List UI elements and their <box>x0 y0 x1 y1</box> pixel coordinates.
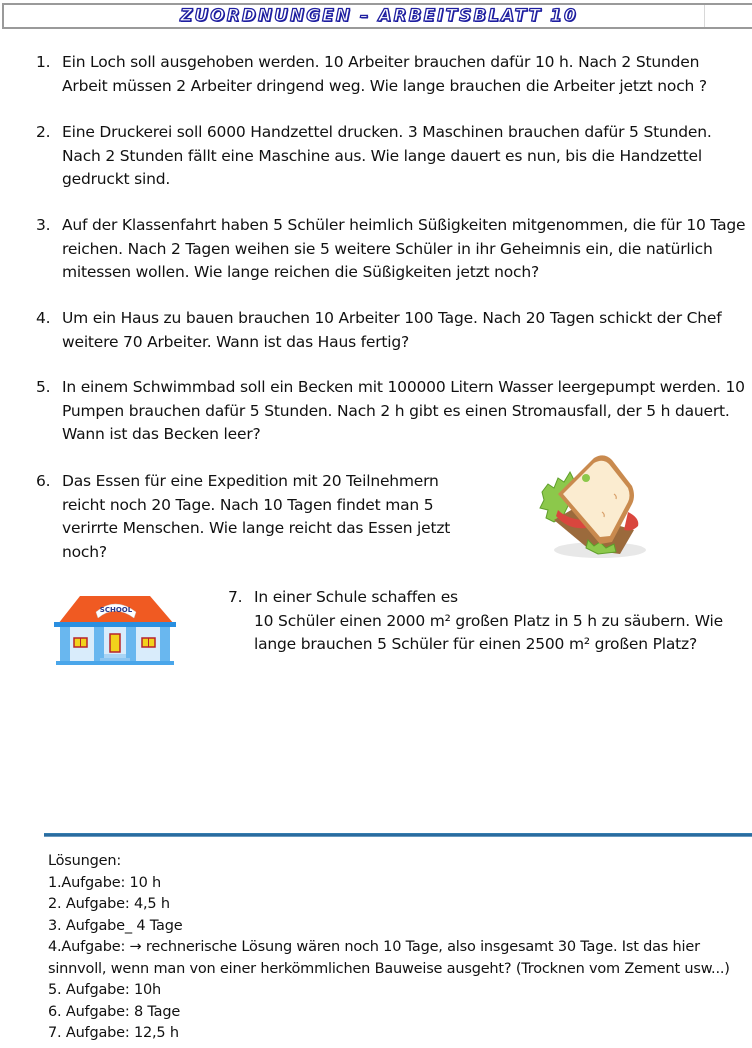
task-number: 2. <box>36 123 51 141</box>
section-divider <box>44 833 752 837</box>
solution-item: 6. Aufgabe: 8 Tage <box>48 1003 181 1020</box>
solution-item: 5. Aufgabe: 10h <box>48 982 162 998</box>
task-7 <box>228 586 748 657</box>
task-number: 5. <box>36 378 51 396</box>
task-text: Um ein Haus zu bauen brauchen 10 Arbeiter 100 Tage. Nach 20 Tagen schickt der Chef weitere 70 Arbeiter. Wann ist das Haus fertig? <box>62 309 722 351</box>
task-text: Auf der Klassenfahrt haben 5 Schüler heimlich Süßigkeiten mitgenommen, die für 10 Tage reichen. Nach 2 Tagen weihen sie 5 weitere Schüler in ihr Geheimnis ein, die natürlich mitessen wollen. Wie lange reichen die Süßigkeiten jetzt noch? <box>62 216 746 281</box>
solutions-heading: Lösungen: <box>48 853 122 869</box>
solutions-section <box>48 851 748 1045</box>
sandwich-icon <box>528 446 653 564</box>
task-text: Ein Loch soll ausgehoben werden. 10 Arbeiter brauchen dafür 10 h. Nach 2 Stunden Arbeit müssen 2 Arbeiter dringend weg. Wie lange brauchen die Arbeiter jetzt noch ? <box>62 53 707 95</box>
task-5 <box>36 376 748 447</box>
task-text: Das Essen für eine Expedition mit 20 Teilnehmern reicht noch 20 Tage. Nach 10 Tagen findet man 5 verirrte Menschen. Wie lange reicht das Essen jetzt noch? <box>62 472 451 561</box>
task-2 <box>36 121 748 192</box>
task-6 <box>36 470 486 564</box>
task-text: In einem Schwimmbad soll ein Becken mit 100000 Litern Wasser leergepumpt werden. 10 Pumpen brauchen dafür 5 Stunden. Nach 2 h gibt es einen Stromausfall, der 5 h dauert. Wann ist das Becken leer? <box>62 378 745 443</box>
solution-item: 1.Aufgabe: 10 h <box>48 874 162 891</box>
task-text-line-1: In einer Schule schaffen es <box>254 588 458 606</box>
school-icon <box>50 588 180 668</box>
task-3 <box>36 214 748 285</box>
task-number: 4. <box>36 309 51 327</box>
task-number: 1. <box>36 53 51 71</box>
task-number: 3. <box>36 216 51 234</box>
header-cell-divider <box>704 5 705 27</box>
solution-item: 4.Aufgabe: → rechnerische Lösung wären noch 10 Tage, also insgesamt 30 Tage. Ist das hier sinnvoll, wenn man von einer herkömmlichen Bauweise ausgeht? (Trocknen vom Zement usw...) <box>48 939 730 977</box>
task-text: 10 Schüler einen 2000 m² großen Platz in 5 h zu säubern. Wie lange brauchen 5 Schüler für einen 2500 m² großen Platz? <box>254 611 723 653</box>
solution-item: 3. Aufgabe_ 4 Tage <box>48 917 183 934</box>
school-sign: SCHOOL <box>99 606 133 614</box>
header-box <box>2 3 752 29</box>
task-number: 7. <box>228 588 243 606</box>
task-text: Eine Druckerei soll 6000 Handzettel drucken. 3 Maschinen brauchen dafür 5 Stunden. Nach 2 Stunden fällt eine Maschine aus. Wie lange dauert es nun, bis die Handzettel gedruckt sind. <box>62 123 712 188</box>
worksheet-title: ZUORDNUNGEN – ARBEITSBLATT 10 <box>180 6 578 26</box>
task-number: 6. <box>36 472 51 490</box>
task-4 <box>36 307 748 354</box>
task-1 <box>36 51 748 98</box>
solution-item: 7. Aufgabe: 12,5 h <box>48 1025 179 1041</box>
solution-item: 2. Aufgabe: 4,5 h <box>48 896 170 912</box>
